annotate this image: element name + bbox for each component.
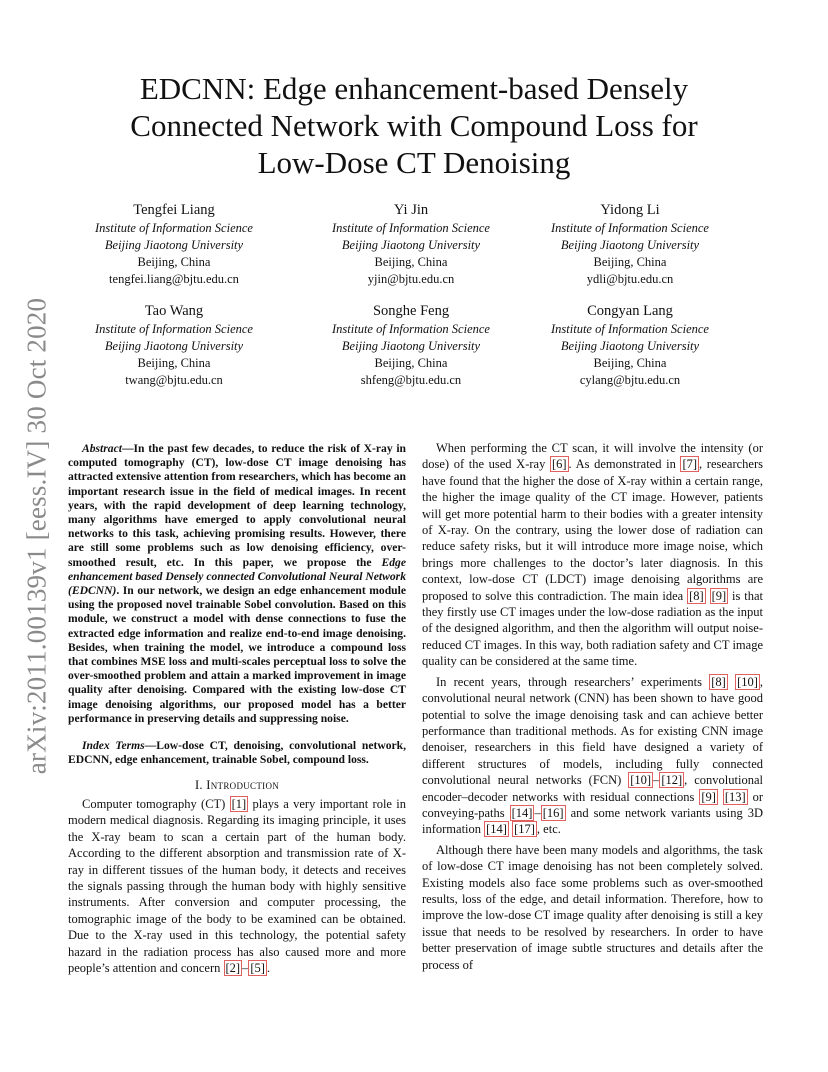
author-university: Beijing Jiaotong University — [560, 339, 700, 353]
paragraph — [422, 674, 763, 838]
author-name: Tengfei Liang — [133, 202, 215, 218]
index-terms-text: —Low-dose CT, denoising, convolutional network, EDCNN, edge enhancement, trainable Sobel, compound loss. — [68, 739, 406, 767]
section-title: Introduction — [206, 778, 280, 792]
citation-link[interactable]: [13] — [724, 789, 746, 804]
author-institute: Institute of Information Science — [95, 221, 253, 235]
title-line: EDCNN: Edge enhancement-based Densely — [139, 71, 689, 106]
author-institute: Institute of Information Science — [332, 322, 490, 336]
citation-link[interactable]: [12] — [661, 773, 683, 788]
author-block — [520, 303, 740, 389]
abstract-label: Abstract — [82, 442, 122, 455]
author-institute: Institute of Information Science — [332, 221, 490, 235]
text-run: – — [534, 805, 541, 820]
text-run: . As demonstrated in — [568, 457, 681, 472]
text-run: – — [242, 961, 249, 976]
text-run: plays a very important role in modern medical diagnosis. Regarding its imaging principle, it uses the X-ray beam to scan a certain part of the human body. According to the different absorption and transmission rate of X-ray in different tissues of the human body, it detects and receives the signals passing through the human body with highly sensitive instruments. After conversion and computer processing, the tomographic image of the body to be examined can be obtained. Due to the X-ray used in this technology, the potential safety hazard in the radiation process has also caused more and more people’s attention and concern — [68, 797, 406, 976]
text-run: . — [266, 961, 271, 976]
author-location: Beijing, China — [374, 356, 448, 370]
arxiv-identifier: arXiv:2011.00139v1 [eess.IV] 30 Oct 2020 — [21, 297, 52, 775]
author-block — [301, 303, 521, 389]
abstract — [68, 442, 406, 726]
author-university: Beijing Jiaotong University — [104, 339, 244, 353]
text-run: , etc. — [536, 822, 561, 837]
author-university: Beijing Jiaotong University — [341, 238, 481, 252]
author-location: Beijing, China — [137, 356, 211, 370]
text-run: When performing the CT scan, it will involve the intensity (or dose) of the used X-ray — [422, 441, 763, 472]
paper-title — [60, 70, 768, 181]
text-run — [706, 589, 710, 603]
text-run: In recent years, through researchers’ experiments — [436, 674, 710, 689]
text-run: Computer tomography (CT) — [82, 797, 230, 811]
author-email: ydli@bjtu.edu.cn — [586, 272, 674, 286]
author-institute: Institute of Information Science — [95, 322, 253, 336]
citation-link[interactable]: [14] — [511, 805, 533, 820]
author-name: Songhe Feng — [372, 303, 450, 319]
paragraph — [422, 440, 763, 670]
intro-paragraph — [68, 796, 406, 976]
abstract-text: . In our network, we design an edge enhancement module using the proposed novel trainable Sobel convolution. Based on this module, we construct a model with dense connections to fuse the extracted edge information and realize end-to-end image denoising. Besides, when training the model, we introduce a compound loss that combines MSE loss and multi-scales perceptual loss to solve the over-smoothed problem and attain a marked improvement in image quality after denoising. Compared with the existing low-dose CT image denoising algorithms, our proposed model has a better performance in preserving details and suppressing noise. — [68, 584, 406, 725]
text-run: , convolutional neural network (CNN) has been shown to have good potential to solve the image denoising task and can achieve better performance than traditional methods. As for existing CNN image denoiser, researchers in this field have designed a variety of different structures of models, including fully connected convolutional neural networks (FCN) — [422, 674, 764, 788]
text-run: or conveying-paths — [422, 789, 764, 820]
citation-link[interactable]: [10] — [630, 773, 652, 788]
section-number: I. — [194, 778, 207, 792]
text-run: and some network variants using 3D information — [422, 805, 763, 837]
right-column — [422, 440, 763, 977]
citation-link[interactable]: [17] — [514, 822, 535, 837]
author-block — [301, 202, 521, 288]
author-block — [64, 303, 284, 389]
author-university: Beijing Jiaotong University — [560, 238, 700, 252]
citation-link[interactable]: [14] — [486, 822, 507, 837]
author-location: Beijing, China — [137, 255, 211, 269]
citation-link[interactable]: [16] — [542, 805, 564, 820]
author-block — [64, 202, 284, 288]
citation-link[interactable]: [5] — [250, 961, 265, 976]
abstract-text: —In the past few decades, to reduce the risk of X-ray in computed tomography (CT), low-dose CT image denoising has attracted extensive attention from researchers, which has become an important research issue in the field of medical images. In recent years, with the rapid development of deep learning technology, many algorithms have emerged to apply convolutional neural networks to this task, achieving promising results. However, there are still some problems such as low denoising efficiency, over-smoothed result, etc. In this paper, we propose the — [68, 442, 406, 569]
paragraph: Although there have been many models and algorithms, the task of low-dose CT image denoising has not been completely solved. Existing models also face some problems such as over-smoothed results, loss of the edge, and detail information. Therefore, how to improve the low-dose CT image quality after denoising is still a key issue that needs to be resolved by researchers. In order to have better preservation of image subtle structures and details after the process of — [422, 842, 763, 972]
author-block — [520, 202, 740, 288]
text-run — [728, 675, 735, 689]
citation-link[interactable]: [8] — [689, 588, 704, 603]
citation-link[interactable]: [10] — [737, 674, 758, 689]
citation-link[interactable]: [9] — [701, 789, 716, 804]
citation-link[interactable]: [6] — [551, 457, 567, 472]
text-run: , researchers have found that the higher the dose of X-ray within a certain range, the higher the image quality of the CT image. However, patients will get more potential harm to their bodies with a greater intensity of X-ray. On the contrary, using the lower dose of radiation can reduce safety risks, but it will introduce more image noise, which brings more challenges to the doctor’s later diagnosis. In this context, low-dose CT (LDCT) image denoising algorithms are proposed to solve this contradiction. The main idea — [422, 457, 763, 603]
author-email: cylang@bjtu.edu.cn — [579, 373, 681, 387]
author-institute: Institute of Information Science — [551, 221, 709, 235]
author-name: Yidong Li — [600, 202, 660, 218]
section-heading — [68, 778, 406, 793]
citation-link[interactable]: [9] — [711, 588, 727, 603]
author-email: tengfei.liang@bjtu.edu.cn — [109, 272, 239, 286]
author-university: Beijing Jiaotong University — [104, 238, 244, 252]
abstract-emphasis: Edge enhancement based Densely connected Convolutional Neural Network (EDCNN) — [68, 555, 406, 598]
title-line: Connected Network with Compound Loss for — [130, 108, 698, 143]
author-email: shfeng@bjtu.edu.cn — [360, 373, 462, 387]
author-institute: Institute of Information Science — [551, 322, 709, 336]
text-run: , convolutional encoder–decoder networks with residual connections — [422, 773, 763, 804]
index-terms-label: Index Terms — [82, 739, 145, 752]
author-email: twang@bjtu.edu.cn — [125, 373, 223, 387]
author-name: Tao Wang — [144, 303, 204, 319]
citation-link[interactable]: [8] — [711, 674, 726, 689]
title-line: Low-Dose CT Denoising — [257, 145, 571, 180]
author-name: Yi Jin — [393, 202, 429, 218]
author-university: Beijing Jiaotong University — [341, 339, 481, 353]
text-run: – — [653, 773, 660, 788]
citation-link[interactable]: [1] — [231, 797, 247, 811]
author-location: Beijing, China — [593, 255, 667, 269]
author-location: Beijing, China — [593, 356, 667, 370]
citation-link[interactable]: [7] — [682, 457, 698, 472]
text-run: is that they firstly use CT images under the low-dose radiation as the input of the designed algorithm, and then the algorithm will output noise-reduced CT images. In this way, both radiation safety and CT image quality can be considered at the same time. — [422, 588, 764, 669]
index-terms — [68, 739, 406, 767]
citation-link[interactable]: [2] — [225, 961, 241, 976]
author-email: yjin@bjtu.edu.cn — [367, 272, 455, 286]
author-location: Beijing, China — [374, 255, 448, 269]
author-name: Congyan Lang — [587, 303, 673, 319]
